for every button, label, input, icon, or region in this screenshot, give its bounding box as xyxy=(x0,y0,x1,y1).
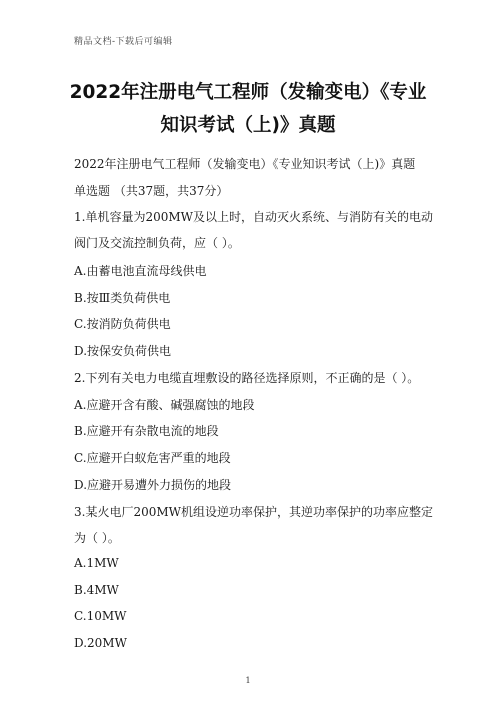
question-1-stem-line-1: 1.单机容量为200MW及以上时，自动灭火系统、与消防有关的电动 xyxy=(74,210,433,224)
page-header: 精品文档-下载后可编辑 xyxy=(74,37,173,47)
question-1-option-c: C.按消防负荷供电 xyxy=(74,317,171,331)
question-1-stem-line-2: 阀门及交流控制负荷，应（ ）。 xyxy=(74,236,240,250)
document-title-line-1: 2022年注册电气工程师（发输变电）《专业 xyxy=(69,82,427,103)
question-2-option-a: A.应避开含有酸、碱强腐蚀的地段 xyxy=(74,398,255,412)
question-1-option-b: B.按Ⅲ类负荷供电 xyxy=(74,291,171,305)
question-3-option-c: C.10MW xyxy=(74,609,127,623)
question-3-option-a: A.1MW xyxy=(74,556,119,570)
question-2-stem: 2.下列有关电力电缆直埋敷设的路径选择原则，不正确的是（ ）。 xyxy=(74,371,420,385)
document-title-line-2: 知识考试（上)》真题 xyxy=(160,115,336,136)
question-2-option-c: C.应避开白蚁危害严重的地段 xyxy=(74,451,231,465)
question-3-stem-line-1: 3.某火电厂200MW机组设逆功率保护，其逆功率保护的功率应整定 xyxy=(74,505,433,519)
page-number: 1 xyxy=(245,676,251,685)
question-3-option-b: B.4MW xyxy=(74,583,119,597)
question-2-option-d: D.应避开易遭外力损伤的地段 xyxy=(74,478,232,492)
subtitle: 2022年注册电气工程师（发输变电）《专业知识考试（上)》真题 xyxy=(74,157,416,171)
question-2-option-b: B.应避开有杂散电流的地段 xyxy=(74,424,219,438)
question-1-option-a: A.由蓄电池直流母线供电 xyxy=(74,264,207,278)
question-3-stem-line-2: 为（ ）。 xyxy=(74,531,120,545)
question-1-option-d: D.按保安负荷供电 xyxy=(74,344,172,358)
section-heading: 单选题 （共37题，共37分） xyxy=(74,184,229,198)
question-3-option-d: D.20MW xyxy=(74,636,127,650)
